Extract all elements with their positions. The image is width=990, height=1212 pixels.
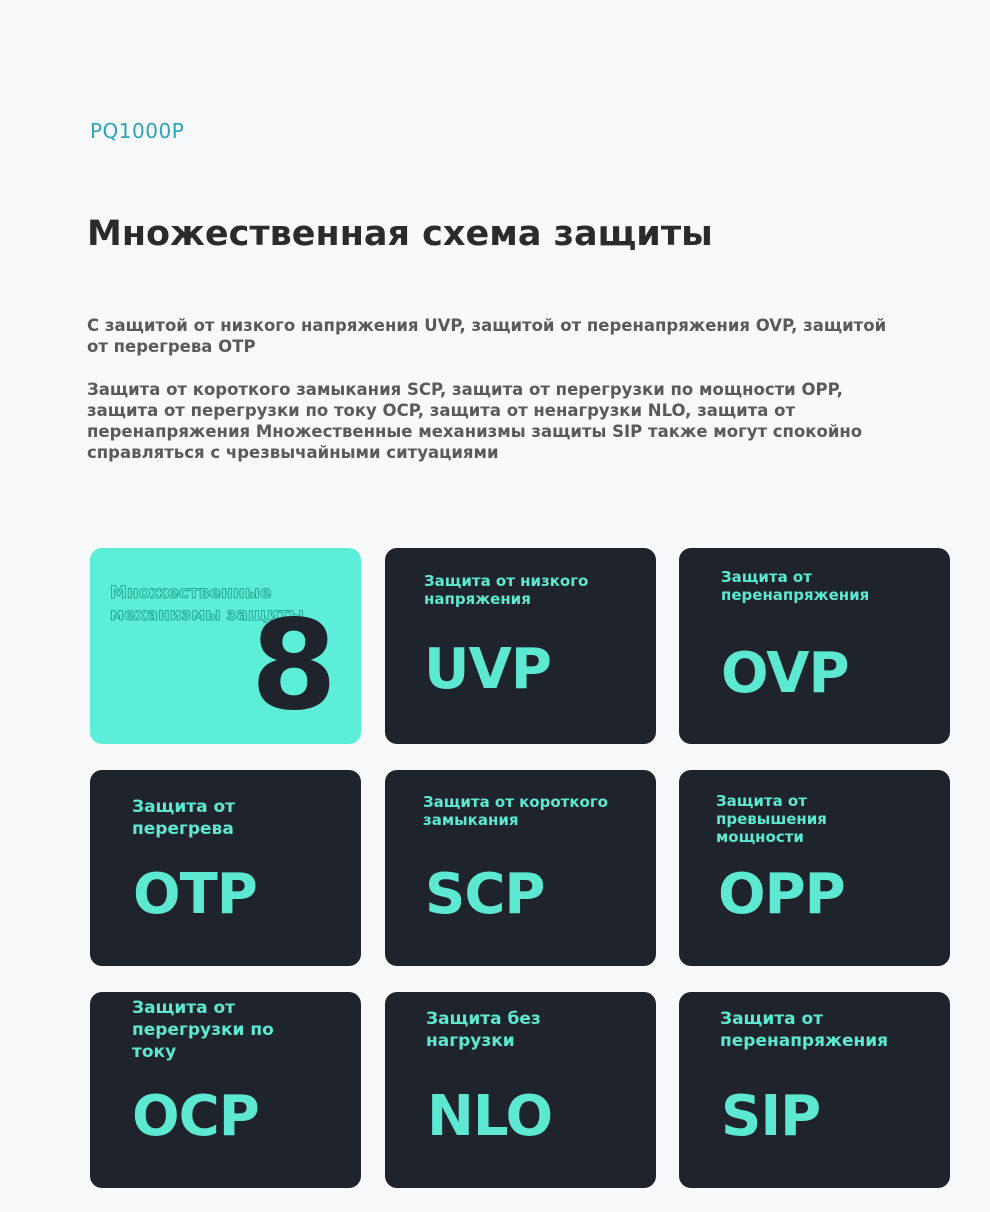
protection-card-code: SIP bbox=[721, 1084, 821, 1149]
protection-card-label: Защита от перегрузки по току bbox=[132, 998, 274, 1062]
protection-count-card bbox=[90, 548, 361, 744]
protection-card-code: OVP bbox=[721, 641, 849, 706]
protection-card-nlo bbox=[385, 992, 656, 1188]
protection-card-label: Защита от короткого замыкания bbox=[423, 793, 608, 829]
description-paragraph-2: Защита от короткого замыкания SCP, защита от перегрузки по мощности OPP, защита от перегрузки по току OCP, защита от ненагрузки NLO, защита от перенапряжения Множественные механизмы защиты SIP также могут спокойно справляться с чрезвычайными ситуациями bbox=[87, 380, 863, 462]
protection-card-code: OCP bbox=[132, 1084, 259, 1149]
protection-card-label: Защита от перенапряжения bbox=[721, 568, 870, 604]
protection-card-ocp bbox=[90, 992, 361, 1188]
brand-label: PQ1000P bbox=[90, 119, 185, 143]
protection-card-scp bbox=[385, 770, 656, 966]
protection-card-code: OTP bbox=[133, 862, 257, 927]
protection-card-ovp bbox=[679, 548, 950, 744]
protection-count-label: Множественные механизмы защиты bbox=[110, 583, 304, 625]
page-title: Множественная схема защиты bbox=[87, 214, 713, 254]
protection-card-label: Защита от перегрева bbox=[132, 797, 236, 839]
protection-card-sip bbox=[679, 992, 950, 1188]
protection-card-code: SCP bbox=[425, 862, 545, 927]
protection-count-number: 8 bbox=[250, 594, 337, 738]
protection-card-label: Защита от перенапряжения bbox=[720, 1009, 889, 1051]
protection-card-label: Защита от низкого напряжения bbox=[424, 572, 589, 608]
protection-card-opp bbox=[679, 770, 950, 966]
protection-card-label: Защита без нагрузки bbox=[426, 1009, 541, 1051]
protection-card-code: OPP bbox=[718, 862, 845, 927]
description-paragraph-1: С защитой от низкого напряжения UVP, защитой от перенапряжения OVP, защитой от перегрева OTP bbox=[87, 316, 887, 356]
protection-card-code: UVP bbox=[424, 637, 551, 702]
protection-card-uvp bbox=[385, 548, 656, 744]
protection-card-otp bbox=[90, 770, 361, 966]
protection-card-code: NLO bbox=[427, 1084, 553, 1149]
protection-card-label: Защита от превышения мощности bbox=[716, 792, 827, 846]
